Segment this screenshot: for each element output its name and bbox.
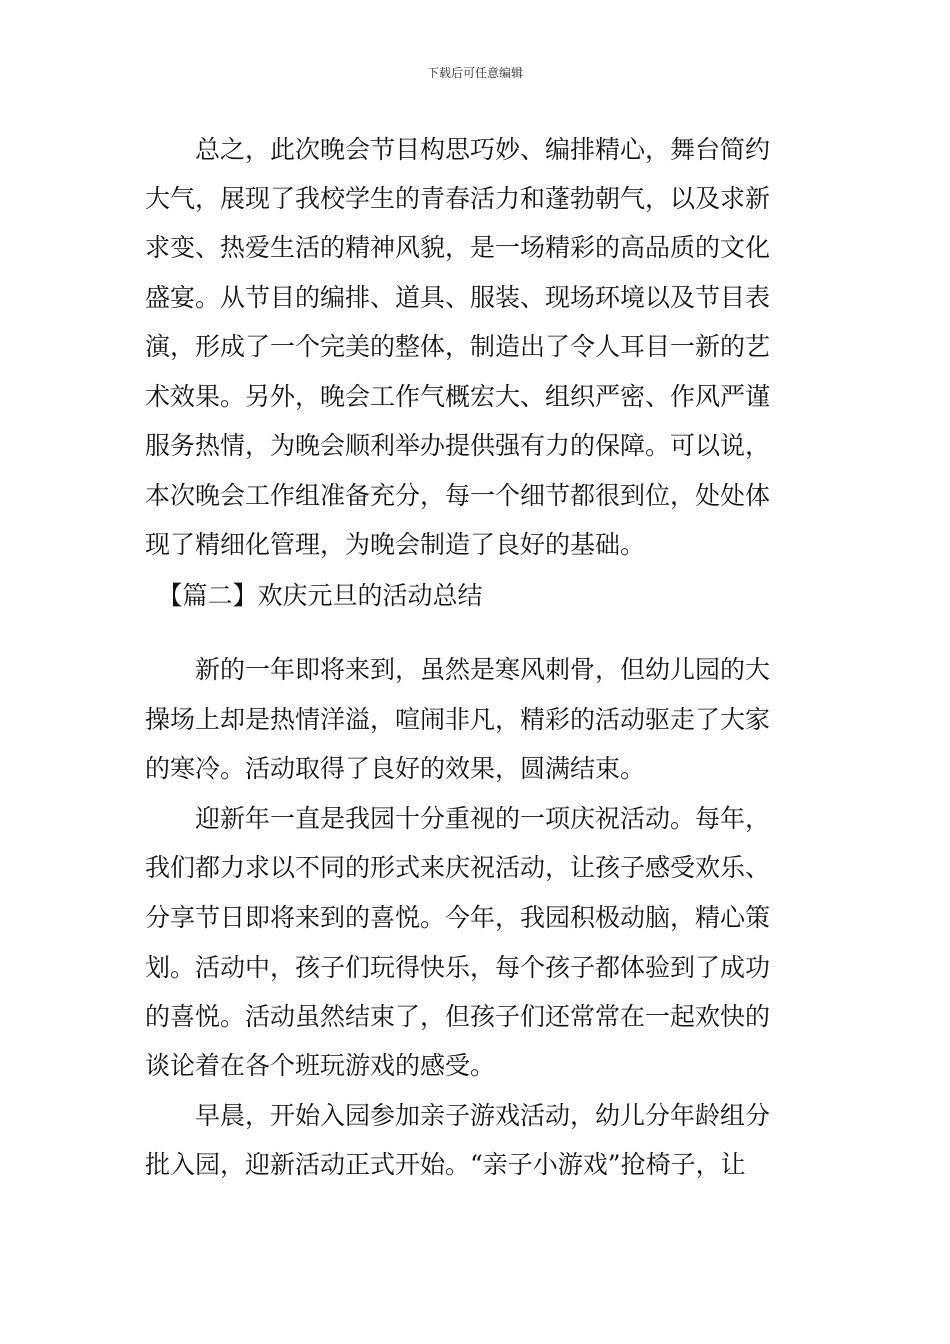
paragraph-line: 新的一年即将来到，虽然是寒风刺骨，但幼儿园的大 [145, 655, 771, 684]
paragraph-line: 盛宴。从节目的编排、道具、服装、现场环境以及节目表 [145, 283, 771, 312]
paragraph-line: 我们都力求以不同的形式来庆祝活动，让孩子感受欢乐、 [145, 853, 771, 882]
paragraph-line: 术效果。另外，晚会工作气概宏大、组织严密、作风严谨 [145, 382, 771, 411]
paragraph-line: 服务热情，为晚会顺利举办提供强有力的保障。可以说， [145, 431, 771, 460]
paragraph-line: 谈论着在各个班玩游戏的感受。 [145, 1051, 496, 1080]
paragraph-line: 批入园，迎新活动正式开始。“亲子小游戏”抢椅子，让 [145, 1150, 746, 1179]
paragraph-line: 大气，展现了我校学生的青春活力和蓬勃朝气，以及求新 [145, 184, 771, 213]
paragraph-line: 演，形成了一个完美的整体，制造出了令人耳目一新的艺 [145, 332, 771, 361]
paragraph-line: 的寒冷。活动取得了良好的效果，圆满结束。 [145, 754, 646, 783]
paragraph-line: 迎新年一直是我园十分重视的一项庆祝活动。每年， [145, 804, 771, 833]
paragraph-line: 操场上却是热情洋溢，喧闹非凡，精彩的活动驱走了大家 [145, 705, 771, 734]
paragraph-line: 早晨，开始入园参加亲子游戏活动，幼儿分年龄组分 [145, 1101, 771, 1130]
paragraph-line: 总之，此次晚会节目构思巧妙、编排精心，舞台简约 [145, 135, 771, 164]
paragraph-line: 的喜悦。活动虽然结束了，但孩子们还常常在一起欢快的 [145, 1002, 771, 1031]
paragraph-line: 求变、热爱生活的精神风貌，是一场精彩的高品质的文化 [145, 233, 771, 262]
section-title: 【篇二】欢庆元旦的活动总结 [145, 581, 483, 610]
paragraph-line: 分享节日即将来到的喜悦。今年，我园积极动脑，精心策 [145, 903, 771, 932]
paragraph-line: 现了精细化管理，为晚会制造了良好的基础。 [145, 530, 646, 559]
paragraph-line: 本次晚会工作组准备充分，每一个细节都很到位，处处体 [145, 481, 771, 510]
page-header: 下载后可任意编辑 [426, 66, 523, 80]
paragraph-line: 划。活动中，孩子们玩得快乐，每个孩子都体验到了成功 [145, 953, 771, 982]
